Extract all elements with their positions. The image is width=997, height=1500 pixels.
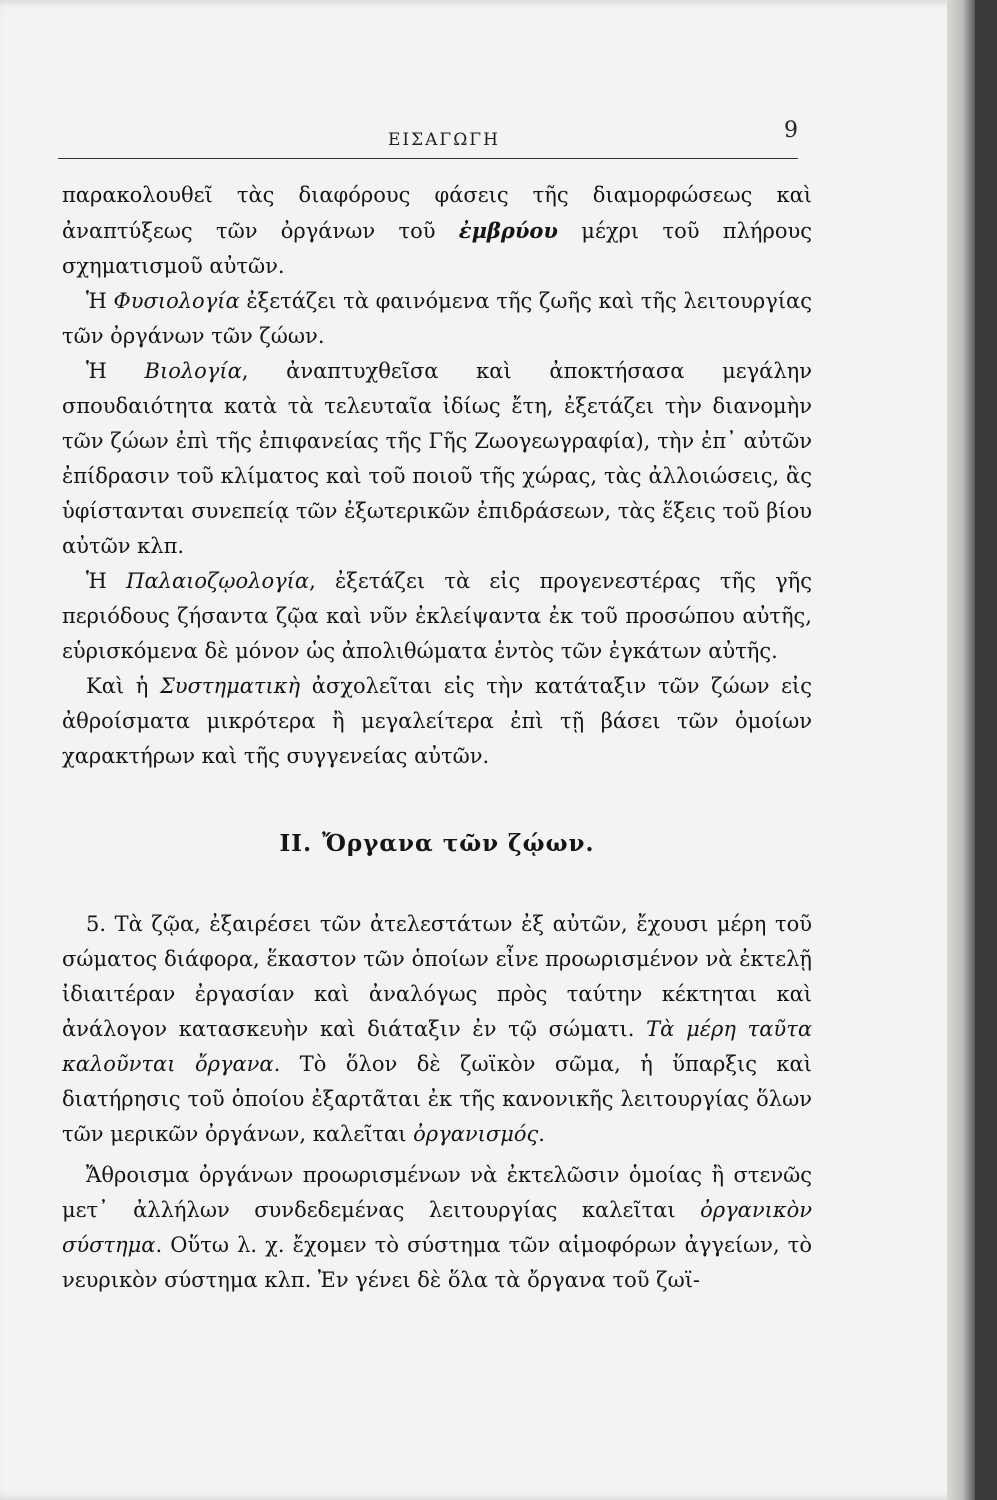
term-biology: Βιολογία: [144, 359, 242, 383]
paragraph-biology: Ἡ Βιολογία, ἀναπτυχθεῖσα καὶ ἀποκτήσασα μεγάλην σπουδαιότητα κατὰ τὰ τελευταῖα ἰδίως ἔτη, ἐξετάζει τὴν διανομὴν τῶν ζώων ἐπὶ τῆς ἐπιφανείας τῆς Γῆς Ζωογεωγραφία), τὴν ἐπ᾽ αὐτῶν ἐπίδρασιν τοῦ κλίματος καὶ τοῦ ποιοῦ τῆς χώρας, τὰς ἀλλοιώσεις, ἃς ὑφίστανται συνεπείᾳ τῶν ἐξωτερικῶν ἐπιδράσεων, τὰς ἕξεις τοῦ βίου αὐτῶν κλπ.: [62, 359, 812, 558]
paragraph-physiology: Ἡ Φυσιολογία ἐξετάζει τὰ φαινόμενα τῆς ζωῆς καὶ τῆς λειτουργίας τῶν ὀργάνων τῶν ζώων.: [62, 289, 812, 348]
term-embryo: ἐμβρύου: [458, 218, 558, 243]
section-title: Ὄργανα τῶν ζῴων.: [322, 830, 595, 857]
term-organs: Τὰ μέρη ταῦτα καλοῦνται ὄργανα: [62, 1017, 812, 1076]
paragraph-systematics: Καὶ ἡ Συστηματικὴ ἀσχολεῖται εἰς τὴν κατάταξιν τῶν ζώων εἰς ἀθροίσματα μικρότερα ἢ μεγαλείτερα ἐπὶ τῇ βάσει τῶν ὁμοίων χαρακτήρων καὶ τῆς συγγενείας αὐτῶν.: [62, 674, 812, 768]
paragraph-organ-system: Ἄθροισμα ὀργάνων προωρισμένων νὰ ἐκτελῶσιν ὁμοίας ἢ στενῶς μετ᾽ ἀλλήλων συνδεδεμένας λειτουργίας καλεῖται ὀργανικὸν σύστημα. Οὕτω λ. χ. ἔχομεν τὸ σύστημα τῶν αἱμοφόρων ἀγγείων, τὸ νευρικὸν σύστημα κλπ. Ἐν γένει δὲ ὅλα τὰ ὄργανα τοῦ ζωϊ-: [62, 1163, 812, 1292]
term-organ-system: ὀργανικὸν σύστημα: [62, 1198, 812, 1257]
paragraph-embryology: παρακολουθεῖ τὰς διαφόρους φάσεις τῆς διαμορφώσεως καὶ ἀναπτύξεως τῶν ὀργάνων τοῦ ἐμβρύου μέχρι τοῦ πλήρους σχηματισμοῦ αὐτῶν.: [62, 183, 812, 278]
running-head: ΕΙΣΑΓΩΓΗ: [388, 130, 500, 150]
section-heading: [62, 826, 812, 861]
page-header: [58, 118, 798, 158]
section-number: II.: [279, 830, 313, 857]
page-number: 9: [784, 118, 798, 143]
term-organism: ὀργανισμός: [413, 1122, 539, 1146]
paragraph-organs: 5. Τὰ ζῷα, ἐξαιρέσει τῶν ἀτελεστάτων ἐξ αὐτῶν, ἔχουσι μέρη τοῦ σώματος διάφορα, ἕκαστον τῶν ὁποίων εἶνε προωρισμένον νὰ ἐκτελῇ ἰδιαιτέραν ἐργασίαν καὶ ἀναλόγως πρὸς ταύτην κέκτηται καὶ ἀνάλογον κατασκευὴν καὶ διάταξιν ἐν τῷ σώματι. Τὰ μέρη ταῦτα καλοῦνται ὄργανα. Τὸ ὅλον δὲ ζωϊκὸν σῶμα, ἡ ὕπαρξις καὶ διατήρησις τοῦ ὁποίου ἐξαρτᾶται ἐκ τῆς κανονικῆς λειτουργίας ὅλων τῶν μερικῶν ὀργάνων, καλεῖται ὀργανισμός.: [62, 912, 812, 1146]
term-systematics: Συστηματικὴ: [159, 674, 301, 698]
header-rule: [58, 158, 798, 159]
page-edge: [947, 0, 975, 1500]
paragraph-paleozoology: Ἡ Παλαιοζῳολογία, ἐξετάζει τὰ εἰς προγενεστέρας τῆς γῆς περιόδους ζήσαντα ζῷα καὶ νῦν ἐκλείψαντα ἐκ τοῦ προσώπου αὐτῆς, εὑρισκόμενα δὲ μόνον ὡς ἀπολιθώματα ἐντὸς τῶν ἐγκάτων αὐτῆς.: [62, 569, 813, 663]
body-text: [62, 178, 812, 1298]
term-paleozoology: Παλαιοζῳολογία: [126, 569, 310, 593]
term-physiology: Φυσιολογία: [113, 289, 240, 313]
